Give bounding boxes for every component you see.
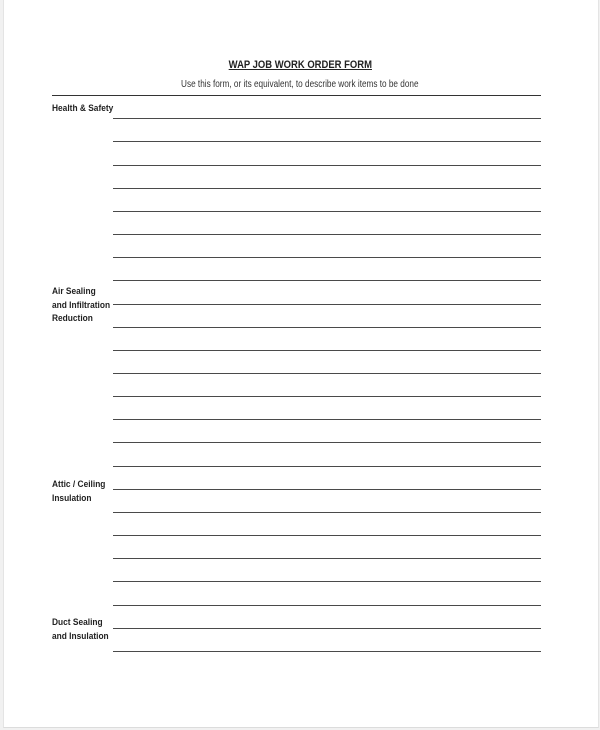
write-in-line[interactable] (113, 512, 541, 513)
write-in-line[interactable] (113, 211, 541, 212)
write-in-line[interactable] (113, 257, 541, 258)
write-in-line[interactable] (113, 165, 541, 166)
write-in-line[interactable] (113, 605, 541, 606)
write-in-line[interactable] (113, 350, 541, 351)
write-in-line[interactable] (113, 419, 541, 420)
write-in-line[interactable] (113, 141, 541, 142)
write-in-line[interactable] (113, 373, 541, 374)
section-label-health-safety: Health & Safety (52, 103, 114, 114)
write-in-line[interactable] (113, 558, 541, 559)
form-subtitle: Use this form, or its equivalent, to describe work items to be done (181, 79, 419, 90)
section-label-air-sealing: Air Sealing and Infiltration Reduction (52, 286, 111, 324)
section-label-attic-ceiling: Attic / Ceiling Insulation (52, 479, 106, 504)
write-in-line[interactable] (113, 489, 541, 490)
write-in-line[interactable] (113, 581, 541, 582)
write-in-line[interactable] (113, 442, 541, 443)
write-in-line[interactable] (113, 304, 541, 305)
header-rule (52, 95, 541, 96)
write-in-line[interactable] (113, 118, 541, 119)
section-label-duct-sealing: Duct Sealing and Insulation (52, 617, 109, 642)
write-in-line[interactable] (113, 396, 541, 397)
write-in-line[interactable] (113, 651, 541, 652)
write-in-line[interactable] (113, 466, 541, 467)
write-in-line[interactable] (113, 188, 541, 189)
form-title: WAP JOB WORK ORDER FORM (228, 59, 372, 71)
write-in-line[interactable] (113, 535, 541, 536)
write-in-line[interactable] (113, 234, 541, 235)
write-in-line[interactable] (113, 628, 541, 629)
write-in-line[interactable] (113, 280, 541, 281)
write-in-line[interactable] (113, 327, 541, 328)
